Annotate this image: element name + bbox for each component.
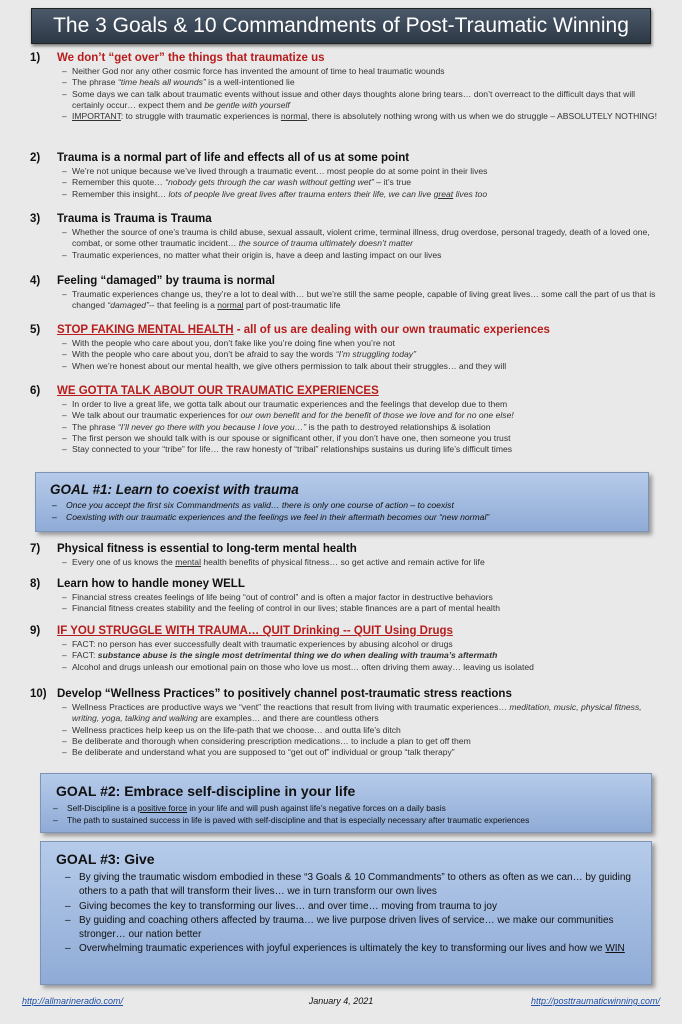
commandment-3-heading: Trauma is Trauma is Trauma: [57, 213, 212, 225]
commandment-6: 6) WE GOTTA TALK ABOUT OUR TRAUMATIC EXPERIENCES – In order to live a great life, we gotta talk about our traumatic experiences and the feelings that develop due to them – We talk about our traumatic experiences for our own benefit and for the benefit of those we love and for no one else! – The phrase “I’ll never go there with you because I love you…” is the path to destroyed relationships & isolation – The first person we should talk with is our spouse or significant other, if you don’t have one, then someone you trust – Stay connected to your “tribe” for life… the raw honesty of “tribal” relationships sustains us during life’s difficult times: [30, 383, 660, 455]
list-item: – We’re not unique because we’ve lived through a traumatic event… most people do at some point in their lives: [62, 166, 660, 177]
list-item: – Overwhelming traumatic experiences with joyful experiences is ultimately the key to transforming our lives and how we WIN: [65, 942, 635, 956]
list-item: – FACT: substance abuse is the single most detrimental thing we do when dealing with trauma’s aftermath: [62, 650, 660, 661]
commandment-7: 7) Physical fitness is essential to long-term mental health – Every one of us knows the mental health benefits of physical fitness… so get active and remain active for life: [30, 541, 660, 568]
list-item: – Financial stress creates feelings of life being “out of control” and is often a major factor in destructive behaviors: [62, 592, 660, 603]
list-item: – Traumatic experiences change us, they’re a lot to deal with… but we’re still the same people, capable of living great lives… some call the part of us that is changed “damaged”-- that feeling is a normal part of post-traumatic life: [62, 289, 660, 312]
list-item: – Be deliberate and understand what you are supposed to “get out of” individual or group “talk therapy”: [62, 747, 660, 758]
commandment-1: 1) We don’t “get over” the things that traumatize us – Neither God nor any other cosmic force has invented the amount of time to heal traumatic wounds – The phrase “time heals all wounds” is a well-intentioned lie – Some days we can talk about traumatic events without issue and other days thoughts alone bring tears… don’t overreact to the difficult days that will certainly occur… expect them and be gentle with yourself – IMPORTANT: to struggle with traumatic experiences is normal, there is absolutely nothing wrong with us when we do struggle – ABSOLUTELY NOTHING!: [30, 50, 660, 122]
commandment-6-heading: WE GOTTA TALK ABOUT OUR TRAUMATIC EXPERIENCES: [57, 385, 379, 397]
goal-1-title: GOAL #1: Learn to coexist with trauma: [50, 482, 299, 497]
list-item: – The phrase “I’ll never go there with you because I love you…” is the path to destroyed relationships & isolation: [62, 422, 660, 433]
page-title: The 3 Goals & 10 Commandments of Post-Traumatic Winning: [31, 8, 651, 44]
list-item: – Neither God nor any other cosmic force has invented the amount of time to heal traumatic wounds: [62, 66, 660, 77]
list-item: – The phrase “time heals all wounds” is a well-intentioned lie: [62, 77, 660, 88]
goal-1-box: [35, 472, 649, 532]
commandment-10-heading: Develop “Wellness Practices” to positively channel post-traumatic stress reactions: [57, 688, 512, 700]
commandment-8-heading: Learn how to handle money WELL: [57, 578, 245, 590]
footer-link-posttraumaticwinning[interactable]: http://posttraumaticwinning.com/: [530, 996, 660, 1006]
list-item: – By giving the traumatic wisdom embodied in these “3 Goals & 10 Commandments” to others as often as we can… by guiding others to a path that will transform their lives… we in turn transform our own lives: [65, 871, 635, 900]
list-item: – Once you accept the first six Commandments as valid… there is only one course of action – to coexist: [52, 500, 648, 512]
list-item: – Some days we can talk about traumatic events without issue and other days thoughts alone bring tears… don’t overreact to the difficult days that will certainly occur… expect them and be gentle with yourself: [62, 89, 660, 112]
list-item: – When we’re honest about our mental health, we give others permission to talk about their struggles… and they will: [62, 361, 660, 372]
list-item: – Remember this quote… “nobody gets through the car wash without getting wet” – it’s true: [62, 177, 660, 188]
list-item: – Wellness Practices are productive ways we “vent” the reactions that result from living with traumatic experiences… meditation, music, physical fitness, writing, yoga, talking and walking are examples… and there are countless others: [62, 702, 660, 725]
commandment-3: 3) Trauma is Trauma is Trauma – Whether the source of one’s trauma is child abuse, sexual assault, violent crime, terminal illness, drug overdose, personal tragedy, death of a loved one, combat, or some other traumatic incident… the source of trauma ultimately doesn’t matter – Traumatic experiences, no matter what their origin is, have a deep and lasting impact on our lives: [30, 211, 660, 261]
list-item: – Coexisting with our traumatic experiences and the feelings we feel in their aftermath becomes our “new normal”: [52, 512, 648, 524]
list-item: – In order to live a great life, we gotta talk about our traumatic experiences and the feelings that develop due to them: [62, 399, 660, 410]
list-item: – Every one of us knows the mental health benefits of physical fitness… so get active and remain active for life: [62, 557, 660, 568]
list-item: – Alcohol and drugs unleash our emotional pain on those who love us most… often driving them away… leaving us isolated: [62, 662, 660, 673]
commandment-7-heading: Physical fitness is essential to long-term mental health: [57, 543, 357, 555]
goal-3-box: [40, 841, 652, 985]
list-item: – With the people who care about you, don’t be afraid to say the words “I’m struggling today”: [62, 349, 660, 360]
list-item: – Financial fitness creates stability and the feeling of control in our lives; stable finances are a part of mental health: [62, 603, 660, 614]
list-item: – Giving becomes the key to transforming our lives… and over time… moving from trauma to joy: [65, 900, 635, 914]
goal-3-title: GOAL #3: Give: [56, 851, 155, 867]
list-item: – Traumatic experiences, no matter what their origin is, have a deep and lasting impact on our lives: [62, 250, 660, 261]
commandment-4-heading: Feeling “damaged” by trauma is normal: [57, 275, 275, 287]
commandment-5: 5) STOP FAKING MENTAL HEALTH - all of us are dealing with our own traumatic experiences – With the people who care about you, don’t fake like you’re doing fine when you’re not – With the people who care about you, don’t be afraid to say the words “I’m struggling today” – When we’re honest about our mental health, we give others permission to talk about their struggles… and they will: [30, 322, 660, 372]
list-item: – The first person we should talk with is our spouse or significant other, if you don’t have one, then someone you trust: [62, 433, 660, 444]
commandment-4: 4) Feeling “damaged” by trauma is normal – Traumatic experiences change us, they’re a lot to deal with… but we’re still the same people, capable of living great lives… some call the part of us that is changed “damaged”-- that feeling is a normal part of post-traumatic life: [30, 273, 660, 312]
list-item: – Remember this insight… lots of people live great lives after trauma enters their life, we can live great lives too: [62, 189, 660, 200]
list-item: – With the people who care about you, don’t fake like you’re doing fine when you’re not: [62, 338, 660, 349]
goal-2-title: GOAL #2: Embrace self-discipline in your life: [56, 783, 356, 799]
commandment-9: 9) IF YOU STRUGGLE WITH TRAUMA… QUIT Drinking -- QUIT Using Drugs – FACT: no person has ever successfully dealt with traumatic experiences by abusing alcohol or drugs – FACT: substance abuse is the single most detrimental thing we do when dealing with trauma’s aftermath – Alcohol and drugs unleash our emotional pain on those who love us most… often driving them away… leaving us isolated: [30, 623, 660, 673]
commandment-8: 8) Learn how to handle money WELL – Financial stress creates feelings of life being “out of control” and is often a major factor in destructive behaviors – Financial fitness creates stability and the feeling of control in our lives; stable finances are a part of mental health: [30, 576, 660, 615]
list-item: – Self-Discipline is a positive force in your life and will push against life’s negative forces on a daily basis: [53, 803, 651, 815]
goal-2-box: [40, 773, 652, 833]
list-item: – Wellness practices help keep us on the life-path that we choose… and outta life’s ditch: [62, 725, 660, 736]
commandment-2-heading: Trauma is a normal part of life and effects all of us at some point: [57, 152, 410, 164]
footer-date: January 4, 2021: [308, 996, 374, 1006]
list-item: – IMPORTANT: to struggle with traumatic experiences is normal, there is absolutely nothing wrong with us when we do struggle – ABSOLUTELY NOTHING!: [62, 111, 660, 122]
list-item: – FACT: no person has ever successfully dealt with traumatic experiences by abusing alcohol or drugs: [62, 639, 660, 650]
commandment-10: 10) Develop “Wellness Practices” to positively channel post-traumatic stress reactions – Wellness Practices are productive ways we “vent” the reactions that result from living with traumatic experiences… meditation, music, physical fitness, writing, yoga, talking and walking are examples… and there are countless others – Wellness practices help keep us on the life-path that we choose… and outta life’s ditch – Be deliberate and thorough when considering prescription medications… to include a plan to get off them – Be deliberate and understand what you are supposed to “get out of” individual or group “talk therapy”: [30, 686, 660, 758]
list-item: – Stay connected to your “tribe” for life… the raw honesty of “tribal” relationships sustains us during life’s difficult times: [62, 444, 660, 455]
list-item: – We talk about our traumatic experiences for our own benefit and for the benefit of those we love and for no one else!: [62, 410, 660, 421]
list-item: – Whether the source of one’s trauma is child abuse, sexual assault, violent crime, terminal illness, drug overdose, personal tragedy, death of a loved one, combat, or some other traumatic incident… the source of trauma ultimately doesn’t matter: [62, 227, 660, 250]
commandment-1-heading: We don’t “get over” the things that traumatize us: [57, 52, 325, 64]
list-item: – The path to sustained success in life is paved with self-discipline and that is especially necessary after traumatic experiences: [53, 815, 651, 827]
list-item: – By guiding and coaching others affected by trauma… we live purpose driven lives of service… we make our communities stronger… our nation better: [65, 914, 635, 943]
list-item: – Be deliberate and thorough when considering prescription medications… to include a plan to get off them: [62, 736, 660, 747]
commandment-2: 2) Trauma is a normal part of life and effects all of us at some point – We’re not unique because we’ve lived through a traumatic event… most people do at some point in their lives – Remember this quote… “nobody gets through the car wash without getting wet” – it’s true – Remember this insight… lots of people live great lives after trauma enters their life, we can live great lives too: [30, 150, 660, 200]
commandment-9-heading: IF YOU STRUGGLE WITH TRAUMA… QUIT Drinking -- QUIT Using Drugs: [57, 625, 453, 637]
footer-link-allmarineradio[interactable]: http://allmarineradio.com/: [22, 996, 124, 1006]
